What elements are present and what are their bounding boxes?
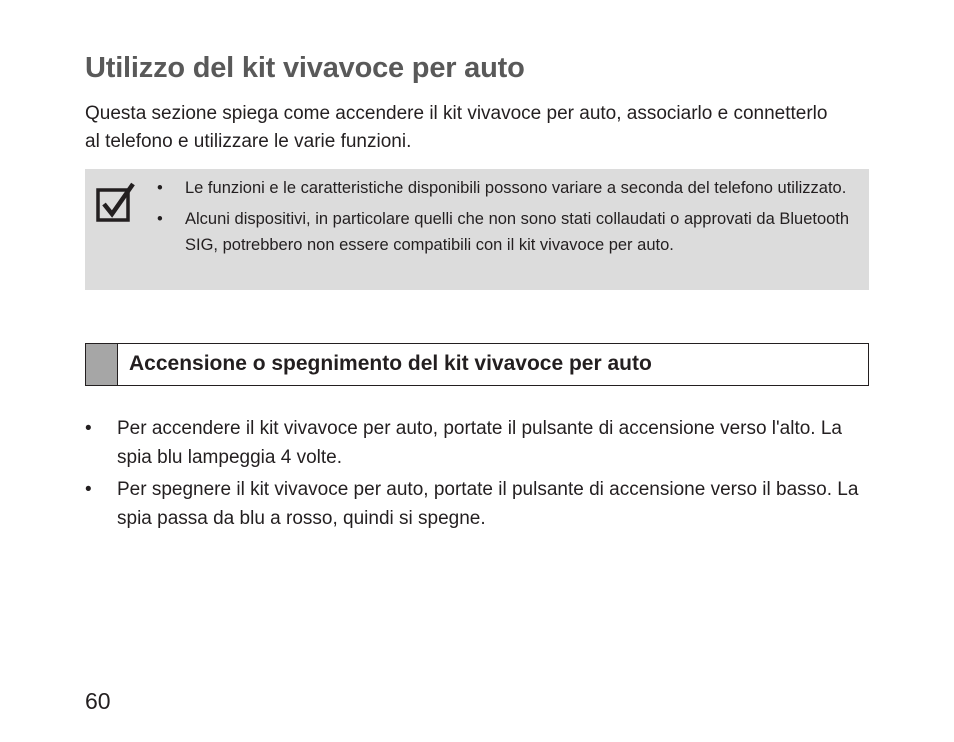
note-text: Alcuni dispositivi, in particolare quelli che non sono stati collaudati o approvati da Bluetooth SIG, potrebbero non essere compatibili con il kit vivavoce per auto. [185, 210, 850, 254]
list-item [157, 206, 857, 258]
list-item [85, 475, 865, 533]
bullet: • [85, 418, 92, 439]
section-marker [86, 344, 118, 385]
note-list [157, 175, 857, 263]
list-item [85, 414, 865, 472]
note-text: Le funzioni e le caratteristiche disponibili possono variare a seconda del telefono utilizzato. [185, 179, 847, 197]
page-number: 60 [85, 688, 111, 714]
intro-paragraph: Questa sezione spiega come accendere il kit vivavoce per auto, associarlo e connetterlo al telefono e utilizzare le varie funzioni. [85, 103, 828, 152]
bullet: • [85, 479, 92, 500]
bullet: • [157, 179, 163, 197]
instruction-text: Per accendere il kit vivavoce per auto, portate il pulsante di accensione verso l'alto. La spia blu lampeggia 4 volte. [117, 418, 842, 468]
bullet: • [157, 210, 163, 228]
section-title: Accensione o spegnimento del kit vivavoce per auto [129, 352, 652, 375]
section-header [85, 343, 869, 386]
instruction-list [85, 414, 865, 536]
note-box [85, 169, 869, 290]
instruction-text: Per spegnere il kit vivavoce per auto, portate il pulsante di accensione verso il basso. La spia passa da blu a rosso, quindi si spegne. [117, 479, 859, 529]
page-title: Utilizzo del kit vivavoce per auto [85, 52, 525, 84]
list-item [157, 175, 857, 201]
checkbox-icon [96, 182, 136, 222]
